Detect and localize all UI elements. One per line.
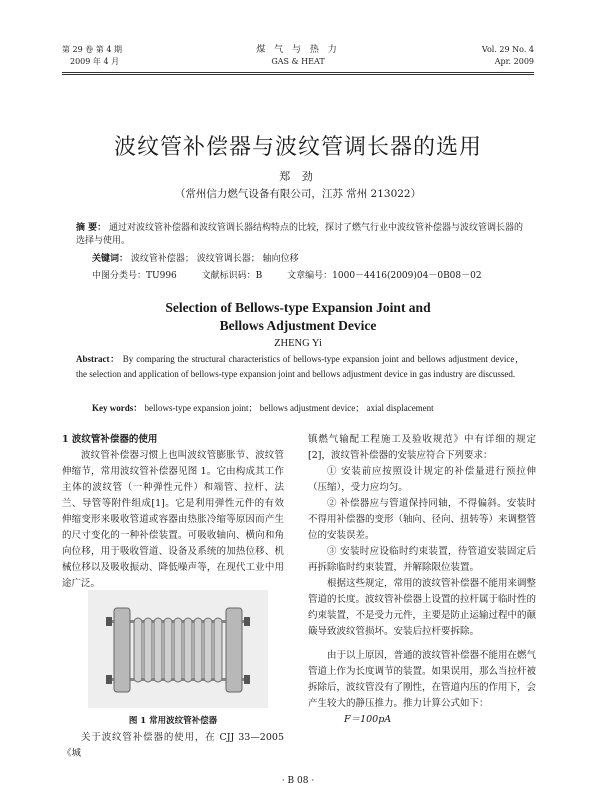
english-keywords-text: bellows-type expansion joint； bellows adjustment device； axial displacement [144,403,434,413]
article-author: 郑 劲 [279,170,317,183]
left-paragraph-1: 波纹管补偿器习惯上也叫波纹管膨胀节、波纹管伸缩节，常用波纹管补偿器见图 1。它由构成其工作主体的波纹管（一种弹性元件）和端管、拉杆、法兰、导管等附件组成[1]。它是利用弹性元件的有效伸缩变形来吸收管道或容器由热胀冷缩等原因而产生的尺寸变化的一种补偿装置。可吸收轴向、横向和角向位移，用于吸收管道、设备及系统的加热位移、机械位移以及吸收振动、降低噪声等，在现代工业中用途广泛。 [62,450,284,589]
header-date-en-text: Apr. 2009 [494,57,534,66]
english-title-line1: Selection of Bellows-type Expansion Joint and [165,300,431,315]
article-title: 波纹管补偿器与波纹管调长器的选用 [113,135,482,160]
right-paragraph-3: ② 补偿器应与管道保持同轴，不得偏斜。安装时不得用补偿器的变形（轴向、径向、扭转等）来调整管位的安装误差。 [308,498,537,541]
section-heading-1: 1 波纹管补偿器的使用 [62,434,158,445]
english-author: ZHENG Yi [274,338,322,349]
right-paragraph-2: ① 安装前应按照设计规定的补偿量进行预拉伸（压缩），受力应均匀。 [308,466,536,493]
thrust-formula: F＝100pA [344,714,392,725]
right-paragraph-4: ③ 安装时应设临时约束装置，待管道安装固定后再拆除临时约束装置，并解除限位装置。 [308,546,536,573]
article-number: 文章编号：1000－4416(2009)04－0B08－02 [287,271,482,281]
keywords-label: 关键词： [92,254,129,264]
doc-code: 文献标识码：B [201,271,263,281]
english-abstract [76,352,524,382]
author-affiliation: （常州信力燃气设备有限公司，江苏 常州 213022） [174,188,422,200]
header-volume-text: 第 29 卷 第 4 期 [62,45,122,54]
english-keywords [92,401,524,416]
header-rule-thin [62,74,534,75]
keywords-text: 波纹管补偿器； 波纹管调长器； 轴向位移 [130,254,299,264]
header-date-text: 2009 年 4 月 [70,57,120,66]
english-abstract-label: Abstract： [76,354,120,364]
figure-bellows-compensator [88,590,268,708]
abstract-cn [76,222,524,248]
abstract-label: 摘 要： [76,223,107,233]
clc-number: 中图分类号：TU996 [92,271,177,281]
left-column-bottom [62,730,284,762]
right-paragraph-6: 由于以上原因，普通的波纹管补偿器不能用在燃气管道上作为长度调节的装置。如果误用，那么当拉杆被拆除后，波纹管没有了刚性，在管道内压的作用下，会产生较大的静压推力。推力计算公式如下： [308,650,537,709]
classification-line [92,268,504,281]
left-paragraph-2: 关于波纹管补偿器的使用，在 CJJ 33—2005《城 [62,732,284,759]
english-title-line2: Bellows Adjustment Device [219,318,377,333]
right-paragraph-5: 根据这些规定，常用的波纹管补偿器不能用来调整管道的长度。波纹管补偿器上设置的拉杆属于临时性的约束装置，不是受力元件，主要是防止运输过程中的颠簸导致波纹管损坏。安装后拉杆要拆除。 [308,578,537,637]
right-paragraph-1: 镇燃气输配工程施工及验收规范》中有详细的规定[2]，波纹管补偿器的安装应符合下列要求： [308,434,536,461]
right-column [308,432,536,728]
figure-caption: 图 1 常用波纹管补偿器 [128,716,218,726]
english-keywords-label: Key words： [92,403,143,413]
english-abstract-text: By comparing the structural characteristics of bellows-type expansion joint and bellows adjustment device，the selection and application of bellows-type expansion joint and bellows adjustment device in gas industry are discussed. [76,354,524,379]
header-volume-en-text: Vol. 29 No. 4 [481,45,534,54]
journal-name-en: GAS & HEAT [271,57,325,66]
page-number: · B 08 · [281,776,315,786]
keywords-cn [92,253,540,266]
left-column [62,432,284,592]
header-rule [62,72,534,73]
journal-name-cn: 煤 气 与 热 力 [256,45,340,55]
bellows-illustration [88,590,268,708]
abstract-text: 通过对波纹管补偿器和波纹管调长器结构特点的比较，探讨了燃气行业中波纹管补偿器与波纹管调长器的选择与使用。 [76,223,524,246]
header-volume-en [482,44,534,68]
